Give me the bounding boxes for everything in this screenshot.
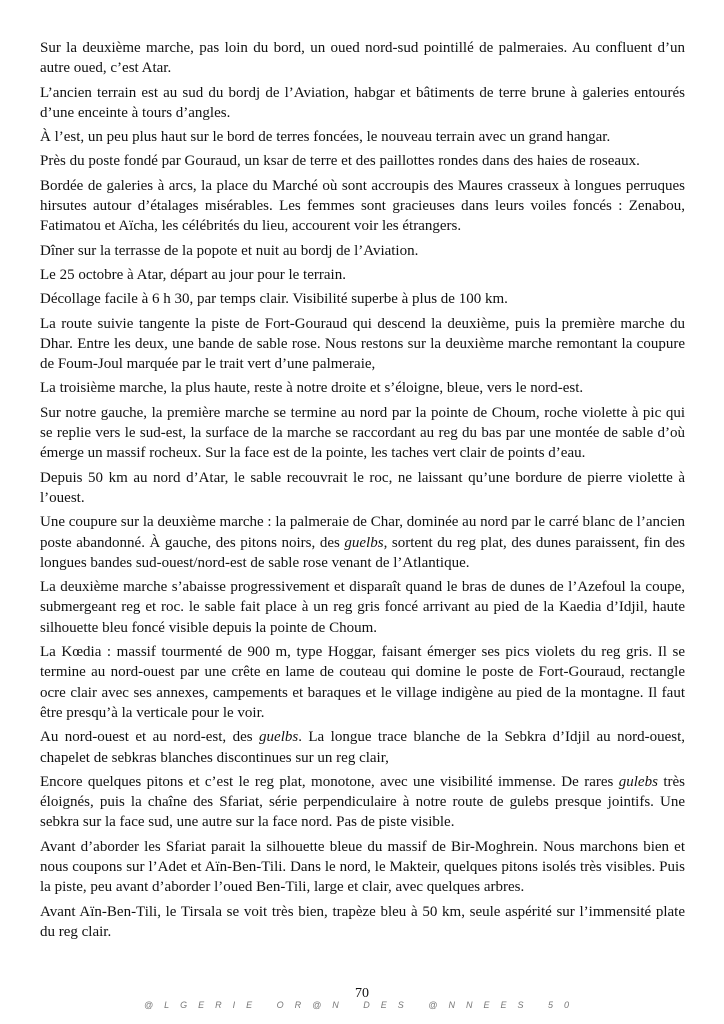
text-run: Dîner sur la terrasse de la popote et nuit au bordj de l’Aviation. — [40, 242, 419, 259]
text-run: Décollage facile à 6 h 30, par temps clair. Visibilité superbe à plus de 100 km. — [40, 291, 508, 308]
paragraph — [40, 468, 685, 509]
text-run: Sur notre gauche, la première marche se termine au nord par la pointe de Choum, roche violette à pic qui se replie vers le sud-est, la surface de la marche se raccordant au reg du bas par une montée de sable d’où émerge un massif rocheux. Sur la face est de la pointe, les taches vert clair de points d’eau. — [40, 404, 685, 462]
text-run: Au nord-ouest et au nord-est, des — [40, 729, 260, 746]
page-number: 70 — [355, 986, 369, 1001]
paragraph — [40, 176, 685, 237]
paragraph — [40, 837, 685, 898]
text-run: À l’est, un peu plus haut sur le bord de terres foncées, le nouveau terrain avec un grand hangar. — [40, 129, 611, 146]
paragraph — [40, 642, 685, 723]
text-run: Avant Aïn-Ben-Tili, le Tirsala se voit très bien, trapèze bleu à 50 km, seule aspérité sur l’immensité plate du reg clair. — [40, 903, 685, 940]
text-run: La troisième marche, la plus haute, reste à notre droite et s’éloigne, bleue, vers le nord-est. — [40, 380, 584, 397]
paragraph — [40, 577, 685, 638]
text-run: L’ancien terrain est au sud du bordj de l’Aviation, habgar et bâtiments de terre brune à galeries entourés d’une enceinte à tours d’angles. — [40, 84, 685, 121]
text-run: , sortent du reg plat, des dunes paraissent, fin des longues bandes sud-ouest/nord-est de sable rose venant de l’Atlantique. — [40, 534, 685, 571]
text-run: Depuis 50 km au nord d’Atar, le sable recouvrait le roc, ne laissant qu’une bordure de pierre violette à l’ouest. — [40, 469, 685, 506]
text-body — [40, 38, 685, 946]
text-run: Le 25 octobre à Atar, départ au jour pour le terrain. — [40, 266, 346, 283]
paragraph — [40, 127, 685, 147]
paragraph — [40, 314, 685, 375]
footer-text: @LGERIE OR@N DES @NNEES 50 — [144, 1000, 580, 1010]
italic-term: gulebs — [618, 773, 658, 790]
paragraph — [40, 38, 685, 79]
paragraph — [40, 512, 685, 573]
text-run: La Kœdia : massif tourmenté de 900 m, type Hoggar, faisant émerger ses pics violets du reg gris. Il se termine au nord-ouest par une crête en lame de couteau qui domine le poste de Fort-Gouraud, rectangle ocre clair avec ses annexes, campements et baraques et le village indigène au pied de la montagne. Il faut être presqu’à la verticale pour le voir. — [40, 644, 685, 721]
italic-term: guelbs — [259, 729, 299, 746]
paragraph — [40, 378, 685, 398]
text-run: Avant d’aborder les Sfariat parait la silhouette bleue du massif de Bir-Moghrein. Nous marchons bien et nous coupons sur l’Adet et Aïn-Ben-Tili. Dans le nord, le Makteir, quelques pitons isolés très visibles. Puis la piste, peu avant d’aborder l’oued Ben-Tili, large et clair, avec quelques arbres. — [40, 838, 685, 896]
text-run: Encore quelques pitons et c’est le reg plat, monotone, avec une visibilité immense. De rares — [40, 773, 619, 790]
italic-term: guelbs — [344, 534, 384, 551]
paragraph — [40, 241, 685, 261]
paragraph — [40, 289, 685, 309]
paragraph — [40, 403, 685, 464]
paragraph — [40, 902, 685, 943]
text-run: La deuxième marche s’abaisse progressivement et disparaît quand le bras de dunes de l’Azefoul la coupe, submergeant reg et roc. le sable fait place à un reg gris foncé arrivant au pied de la Kaedia d’Idjil, haute silhouette bleu foncé visible depuis la pointe de Choum. — [40, 579, 685, 636]
text-run: très éloignés, puis la chaîne des Sfariat, série perpendiculaire à notre route de gulebs presque jointifs. Une sebkra sur la face sud, une autre sur la face nord. Pas de piste visible. — [40, 773, 685, 831]
text-run: Sur la deuxième marche, pas loin du bord, un oued nord-sud pointillé de palmeraies. Au confluent d’un autre oued, c’est Atar. — [40, 40, 685, 77]
text-run: . La longue trace blanche de la Sebkra d’Idjil au nord-ouest, chapelet de sebkras blanches discontinues sur un reg clair, — [40, 729, 685, 766]
text-run: Près du poste fondé par Gouraud, un ksar de terre et des paillottes rondes dans des haies de roseaux. — [40, 153, 640, 170]
paragraph — [40, 265, 685, 285]
paragraph — [40, 772, 685, 833]
text-run: Une coupure sur la deuxième marche : la palmeraie de Char, dominée au nord par le carré blanc de l’ancien poste abandonné. À gauche, des pitons noirs, des — [40, 514, 685, 551]
paragraph — [40, 151, 685, 171]
paragraph — [40, 83, 685, 124]
text-run: La route suivie tangente la piste de Fort-Gouraud qui descend la deuxième, puis la première marche du Dhar. Entre les deux, une bande de sable rose. Nous restons sur la deuxième marche remontant la coupure de Foum-Joul marquée par le trait vert d’une palmeraie, — [40, 315, 685, 373]
text-run: Bordée de galeries à arcs, la place du Marché où sont accroupis des Maures crasseux à longues perruques hirsutes autour d’étalages misérables. Les femmes sont gracieuses dans leurs voiles foncés : Zenabou, Fatimatou et Aïcha, les célébrités du lieu, accourent voir les étrangers. — [40, 177, 685, 235]
paragraph — [40, 727, 685, 768]
